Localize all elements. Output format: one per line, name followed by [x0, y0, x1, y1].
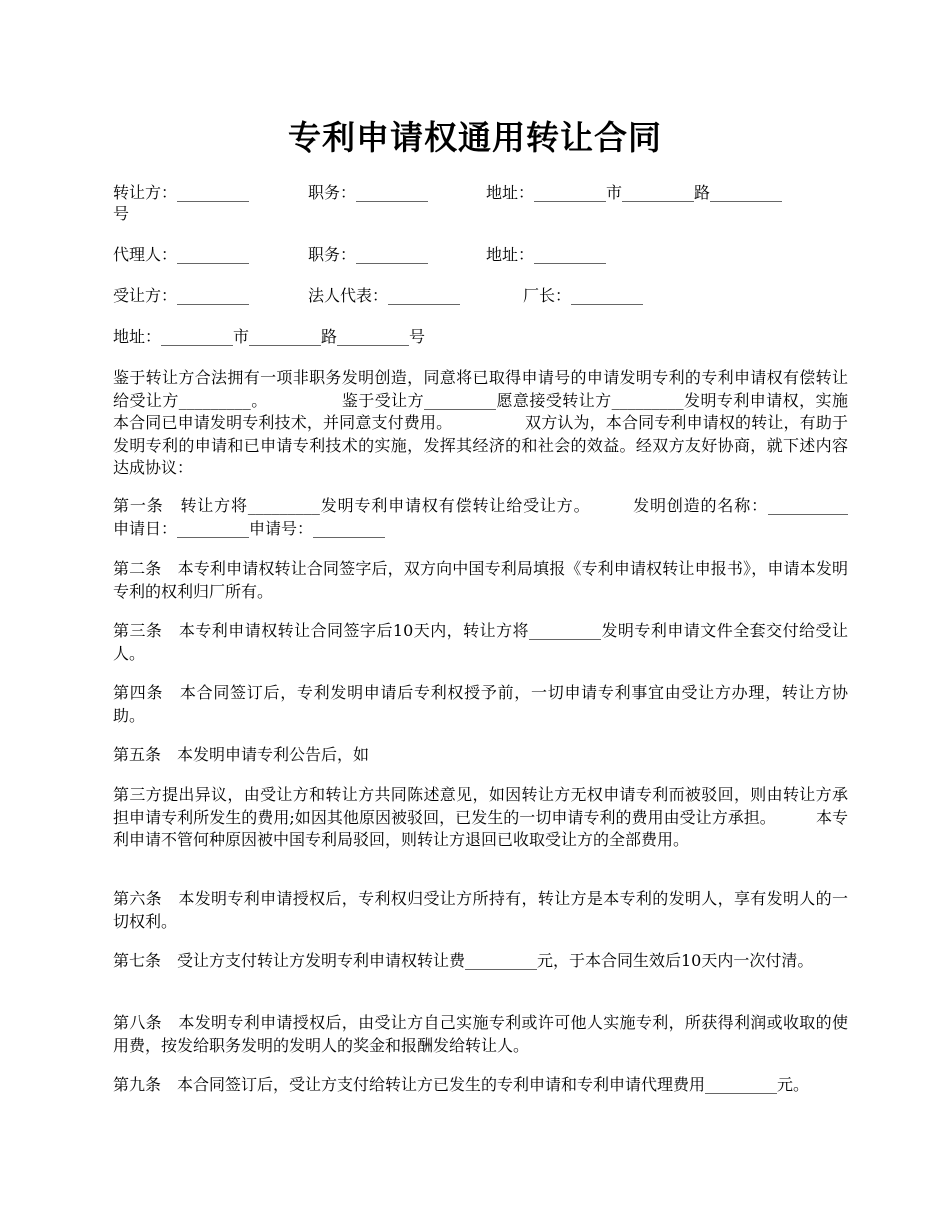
transferor-address-field: 地址：_________市_________路_________	[486, 183, 783, 202]
article-6: 第六条 本发明专利申请授权后，专利权归受让方所持有，转让方是本专利的发明人，享有发明人的一切权利。	[113, 889, 848, 931]
legal-representative-field: 法人代表：_________	[308, 286, 461, 305]
factory-director-field: 厂长：_________	[523, 286, 644, 305]
transferor-field: 转让方：_________	[113, 183, 250, 202]
article-2: 第二条 本专利申请权转让合同签字后，双方向中国专利局填报《专利申请权转让申报书》，申请本发明专利的权利归厂所有。	[113, 559, 848, 601]
agent-address-field: 地址：_________	[486, 245, 607, 264]
article-9: 第九条 本合同签订后，受让方支付给转让方已发生的专利申请和专利申请代理费用_________元。	[113, 1075, 810, 1094]
transferor-position-field: 职务：_________	[308, 183, 429, 202]
preamble-paragraph: 鉴于转让方合法拥有一项非职务发明创造，同意将已取得申请号的申请发明专利的专利申请权有偿转让给受让方_________。 鉴于受让方_________愿意接受转让方_________发明专利申请权，实施本合同已申请发明专利技术，并同意支付费用。 双方认为，本合同专利申请权的转让，有助于发明专利的申请和已申请专利技术的实施，发挥其经济的和社会的效益。经双方友好协商，就下述内容达成协议：	[113, 368, 848, 477]
transferor-address-number: 号	[113, 204, 130, 223]
agent-position-field: 职务：_________	[308, 245, 429, 264]
document-title: 专利申请权通用转让合同	[288, 118, 662, 157]
article-5-continued: 第三方提出异议，由受让方和转让方共同陈述意见，如因转让方无权申请专利而被驳回，则由转让方承担申请专利所发生的费用;如因其他原因被驳回，已发生的一切申请专利的费用由受让方承担。 本专利申请不管何种原因被中国专利局驳回，则转让方退回已收取受让方的全部费用。	[113, 785, 848, 849]
article-7: 第七条 受让方支付转让方发明专利申请权转让费_________元，于本合同生效后10天内一次付清。	[113, 951, 814, 970]
article-4: 第四条 本合同签订后，专利发明申请后专利权授予前，一切申请专利事宜由受让方办理，转让方协助。	[113, 683, 848, 725]
article-8: 第八条 本发明专利申请授权后，由受让方自己实施专利或许可他人实施专利，所获得利润或收取的使用费，按发给职务发明的发明人的奖金和报酬发给转让人。	[113, 1013, 848, 1055]
article-5: 第五条 本发明申请专利公告后，如	[113, 745, 370, 764]
transferee-field: 受让方：_________	[113, 286, 250, 305]
transferee-address-field: 地址：_________市_________路_________号	[113, 327, 426, 346]
article-3: 第三条 本专利申请权转让合同签字后10天内，转让方将_________发明专利申请文件全套交付给受让人。	[113, 621, 848, 663]
agent-field: 代理人：_________	[113, 245, 250, 264]
article-1: 第一条 转让方将_________发明专利申请权有偿转让给受让方。 发明创造的名称：__________ 申请日：_________申请号：_________	[113, 496, 897, 538]
